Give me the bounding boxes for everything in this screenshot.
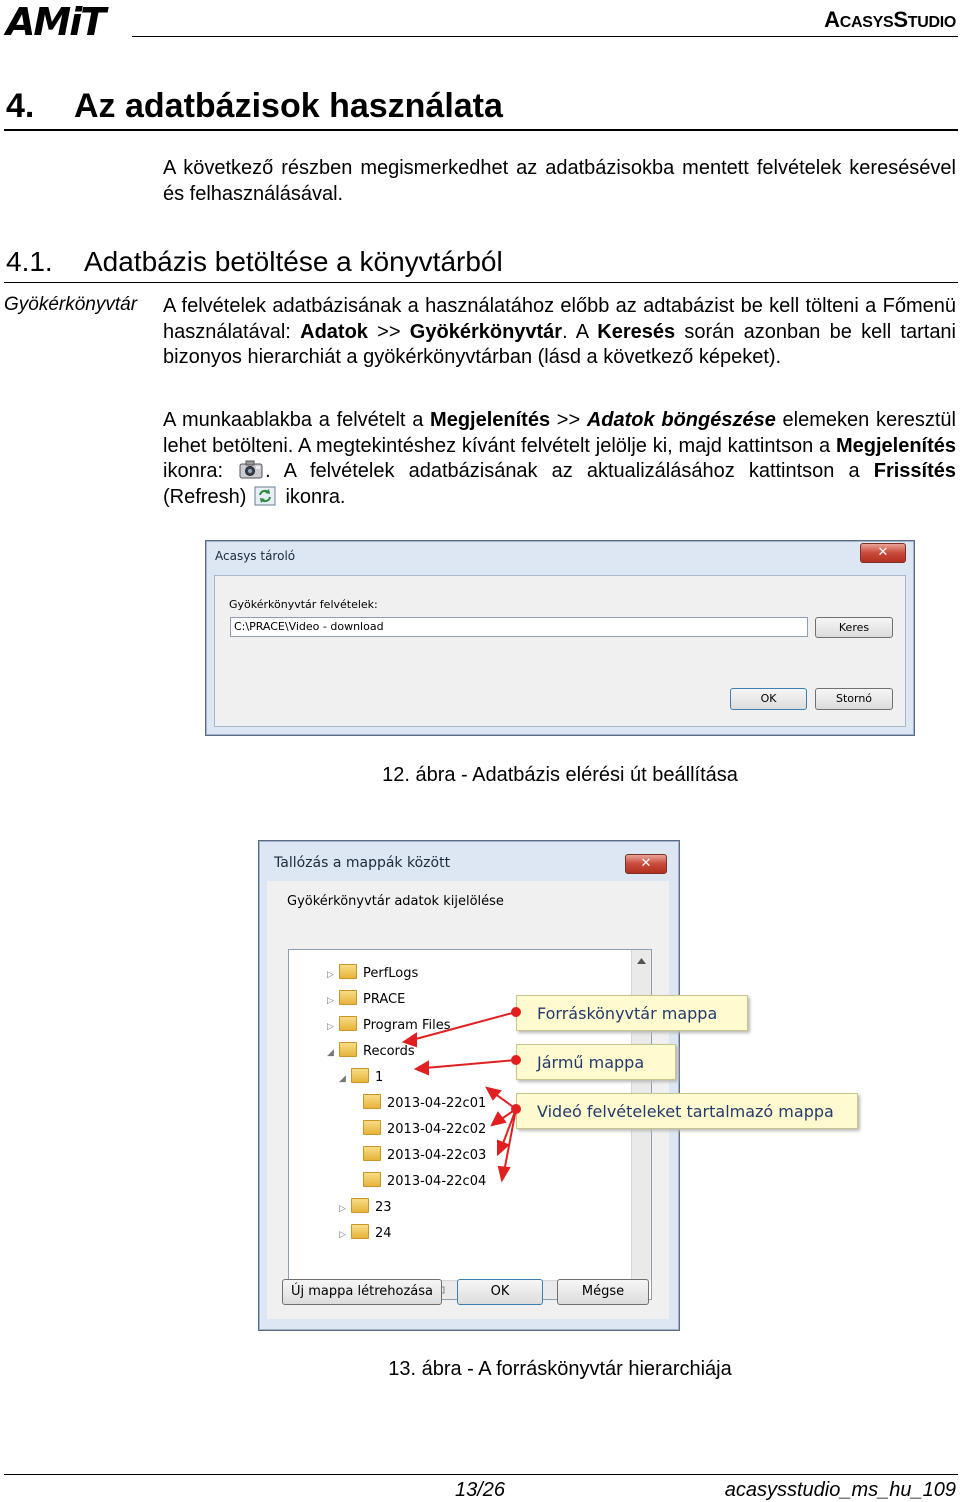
footer-rule xyxy=(4,1474,958,1475)
tree-item-prace[interactable]: ▷ PRACE xyxy=(327,990,405,1008)
amit-logo: AMiT xyxy=(6,0,105,44)
expand-arrow-icon[interactable]: ▷ xyxy=(327,996,334,1006)
section-title: Az adatbázisok használata xyxy=(74,87,503,125)
ok-button[interactable]: OK xyxy=(730,688,807,710)
subsection-title: Adatbázis betöltése a könyvtárból xyxy=(84,246,503,277)
tree-item-1[interactable]: ◢ 1 xyxy=(339,1068,383,1086)
section-number: 4. xyxy=(6,87,35,125)
collapse-arrow-icon[interactable]: ◢ xyxy=(327,1048,334,1058)
collapse-arrow-icon[interactable]: ◢ xyxy=(339,1074,346,1084)
tree-item-24[interactable]: ▷ 24 xyxy=(339,1224,392,1242)
callout-vehicle-folder: Jármű mappa xyxy=(516,1044,676,1080)
tree-item-c01[interactable]: 2013-04-22c01 xyxy=(363,1094,486,1112)
figure-caption-13: 13. ábra - A forráskönyvtár hierarchiája xyxy=(388,1358,732,1380)
dialog-title: Tallózás a mappák között xyxy=(274,855,451,871)
instruction-text: Gyökérkönyvtár adatok kijelölése xyxy=(287,894,504,909)
expand-arrow-icon[interactable]: ▷ xyxy=(339,1204,346,1214)
tree-item-c04[interactable]: 2013-04-22c04 xyxy=(363,1172,486,1190)
close-button[interactable]: ✕ xyxy=(625,854,667,874)
close-button[interactable]: ✕ xyxy=(860,543,906,563)
tree-item-program-files[interactable]: ▷ Program Files xyxy=(327,1016,451,1034)
document-code: acasysstudio_ms_hu_109 xyxy=(724,1479,956,1501)
tree-item-c02[interactable]: 2013-04-22c02 xyxy=(363,1120,486,1138)
root-path-input[interactable]: C:\PRACE\Video - download xyxy=(230,617,808,637)
tree-item-perflogs[interactable]: ▷ PerfLogs xyxy=(327,964,418,982)
figure-caption-12: 12. ábra - Adatbázis elérési út beállítása xyxy=(382,764,738,786)
subsection-number: 4.1. xyxy=(6,246,53,277)
callout-source-folder: Forráskönyvtár mappa xyxy=(516,995,748,1031)
paragraph-1: A felvételek adatbázisának a használatához előbb az adtabázist be kell tölteni a Főmenü használatával: Adatok >> Gyökérkönyvtár. A Keresés során azonban be kell tartani bizonyos hierarchiát a gyökérkönyvtárban (lásd a következő képeket). xyxy=(163,295,957,368)
cancel-button[interactable]: Mégse xyxy=(557,1279,649,1305)
intro-paragraph: A következő részben megismerkedhet az adatbázisokba mentett felvételek keresésével és felhasználásával. xyxy=(163,157,956,205)
tree-item-c03[interactable]: 2013-04-22c03 xyxy=(363,1146,486,1164)
tree-item-records[interactable]: ◢ Records xyxy=(327,1042,415,1060)
tree-item-23[interactable]: ▷ 23 xyxy=(339,1198,392,1216)
callout-video-folder: Videó felvételeket tartalmazó mappa xyxy=(516,1093,858,1129)
paragraph-2: A munkaablakba a felvételt a Megjelenítés >> Adatok böngészése elemeken keresztül lehet betölteni. A megtekintéshez kívánt felvételt jelölje ki, majd kattintson a Megjelenítés ikonra: . A felvételek adatbázisának az aktualizálásához kattintson a Frissítés (Refresh) ikonra. xyxy=(163,409,957,508)
search-button[interactable]: Keres xyxy=(815,617,893,638)
new-folder-button[interactable]: Új mappa létrehozása xyxy=(282,1279,442,1305)
margin-note: Gyökérkönyvtár xyxy=(4,294,138,315)
dialog-title: Acasys tároló xyxy=(215,549,296,563)
root-folder-label: Gyökérkönyvtár felvételek: xyxy=(229,598,378,611)
page-number: 13/26 xyxy=(455,1479,506,1501)
ok-button[interactable]: OK xyxy=(457,1279,543,1305)
expand-arrow-icon[interactable]: ▷ xyxy=(327,1022,334,1032)
expand-arrow-icon[interactable]: ▷ xyxy=(327,970,334,980)
brand-name: ACASYSSTUDIO xyxy=(824,7,956,32)
cancel-button[interactable]: Stornó xyxy=(815,688,893,710)
expand-arrow-icon[interactable]: ▷ xyxy=(339,1230,346,1240)
